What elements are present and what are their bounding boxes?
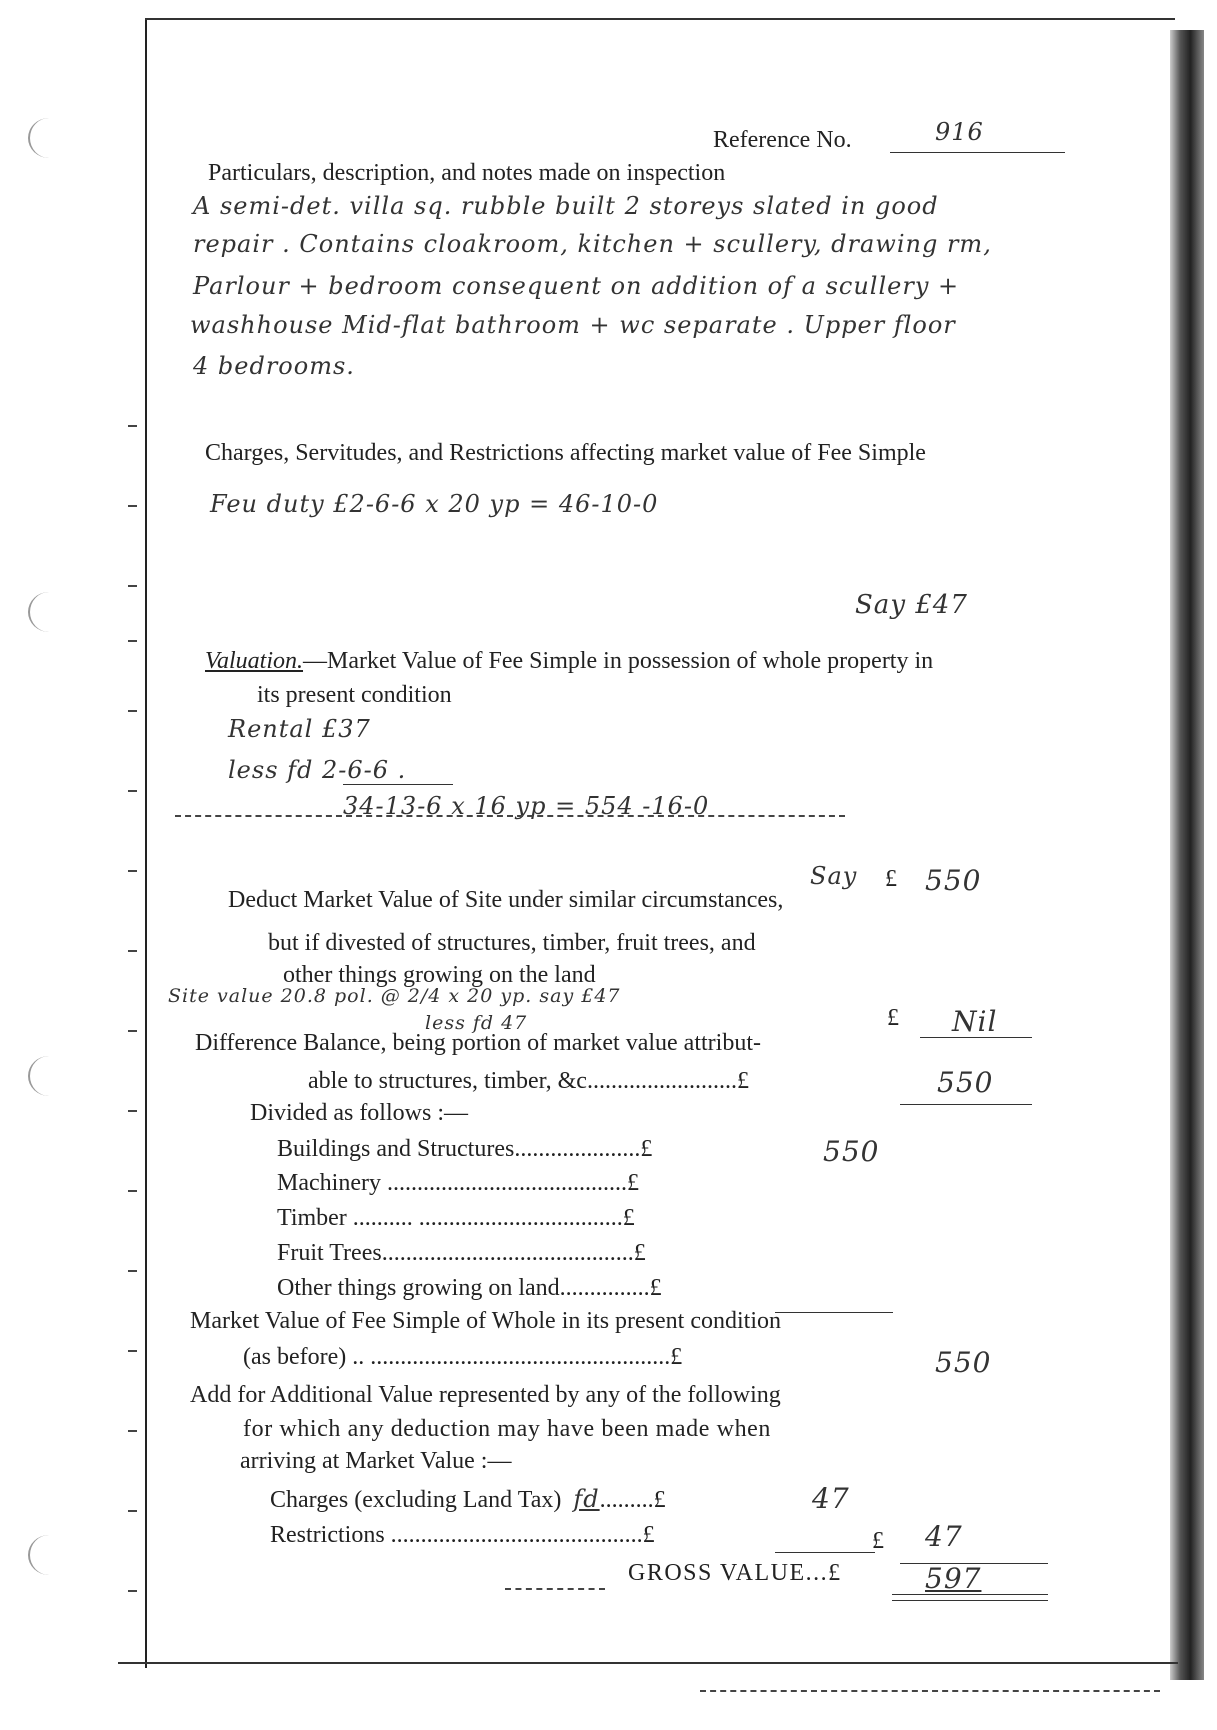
particulars-heading: Particulars, description, and notes made on inspection: [208, 160, 726, 186]
reference-underline: [890, 152, 1065, 153]
margin-tick: [128, 1030, 137, 1032]
charges-say: Say £47: [855, 590, 968, 620]
reference-value: 916: [935, 118, 984, 146]
punch-hole: [28, 592, 70, 632]
margin-tick: [128, 1270, 137, 1272]
gross-underline-2: [892, 1600, 1048, 1601]
additional-restrictions-pound: £: [872, 1528, 884, 1554]
restrictions-underline: [775, 1552, 875, 1553]
additional-line2: for which any deduction may have been made when: [243, 1416, 772, 1442]
site-value-note: Site value 20.8 pol. @ 2/4 x 20 yp. say £47: [168, 985, 621, 1007]
margin-tick: [128, 505, 137, 507]
punch-hole: [28, 118, 70, 158]
difference-line1: Difference Balance, being portion of market value attribut-: [195, 1030, 761, 1056]
gross-label: GROSS VALUE...£: [628, 1560, 842, 1586]
margin-tick: [128, 1110, 137, 1112]
valuation-heading-lead: Valuation.: [205, 648, 304, 674]
divided-item: Fruit Trees..........................................£: [277, 1240, 646, 1266]
particulars-line: repair . Contains cloakroom, kitchen + scullery, drawing rm,: [193, 230, 992, 258]
valuation-say-label: Say: [810, 862, 858, 890]
particulars-line: Parlour + bedroom consequent on addition of a scullery +: [193, 272, 960, 300]
deduct-line3: other things growing on the land: [283, 962, 596, 988]
gross-underline-1: [892, 1594, 1048, 1595]
valuation-say-value: 550: [925, 864, 982, 897]
margin-tick: [128, 425, 137, 427]
additional-charges-value: 47: [812, 1482, 850, 1515]
difference-value: 550: [937, 1066, 994, 1099]
left-border-line: [145, 18, 147, 1668]
particulars-line: 4 bedrooms.: [193, 352, 355, 380]
divided-item: Buildings and Structures.....................£: [277, 1136, 653, 1162]
valuation-less-underline: [343, 784, 453, 785]
charges-calc: Feu duty £2-6-6 x 20 yp = 46-10-0: [210, 490, 659, 518]
margin-tick: [128, 1350, 137, 1352]
margin-tick: [128, 640, 137, 642]
divided-item: Machinery ........................................£: [277, 1170, 639, 1196]
valuation-heading-line2: its present condition: [257, 682, 452, 708]
deduct-pound: £: [887, 1005, 899, 1031]
additional-line1: Add for Additional Value represented by any of the following: [190, 1382, 781, 1408]
additional-charges-label: Charges (excluding Land Tax): [270, 1487, 562, 1513]
margin-tick: [128, 1510, 137, 1512]
valuation-dashed-rule: [175, 815, 845, 817]
gross-dashed-rule: [505, 1588, 605, 1590]
divided-item: Timber .......... ..................................£: [277, 1205, 635, 1231]
difference-value-underline: [900, 1104, 1032, 1105]
bottom-dashed-line: [700, 1690, 1160, 1692]
additional-line3: arriving at Market Value :—: [240, 1448, 512, 1474]
valuation-result: 34-13-6 x 16 yp = 554 -16-0: [343, 792, 710, 820]
charges-heading: Charges, Servitudes, and Restrictions affecting market value of Fee Simple: [205, 440, 926, 466]
deduct-value: Nil: [952, 1005, 998, 1038]
valuation-rental: Rental £37: [228, 715, 371, 743]
deduct-value-underline: [920, 1037, 1032, 1038]
market-whole-line1: Market Value of Fee Simple of Whole in its present condition: [190, 1308, 781, 1334]
additional-charges-note: fd: [573, 1485, 600, 1513]
divided-item: Other things growing on land...............£: [277, 1275, 662, 1301]
particulars-line: A semi-det. villa sq. rubble built 2 storeys slated in good: [193, 192, 939, 220]
market-whole-line2: (as before) .. ..................................................£: [243, 1344, 683, 1370]
market-whole-value: 550: [935, 1346, 992, 1379]
punch-hole: [28, 1056, 70, 1096]
margin-tick: [128, 585, 137, 587]
deduct-line1: Deduct Market Value of Site under similar circumstances,: [228, 887, 784, 913]
margin-tick: [128, 950, 137, 952]
valuation-heading: [205, 648, 933, 675]
difference-line2: able to structures, timber, &c.........................£: [308, 1068, 749, 1094]
particulars-line: washhouse Mid-flat bathroom + wc separate . Upper floor: [190, 311, 956, 339]
right-edge-shadow: [1170, 30, 1204, 1680]
divided-heading: Divided as follows :—: [250, 1100, 468, 1126]
margin-tick: [128, 1190, 137, 1192]
margin-tick: [128, 1430, 137, 1432]
margin-tick: [128, 1590, 137, 1592]
top-border-line: [145, 18, 1175, 20]
valuation-say-pound: £: [885, 866, 897, 892]
deduct-line2: but if divested of structures, timber, fruit trees, and: [268, 930, 756, 956]
valuation-less: less fd 2-6-6 .: [228, 756, 407, 784]
margin-tick: [128, 870, 137, 872]
divided-item-value: 550: [823, 1135, 880, 1168]
margin-tick: [128, 790, 137, 792]
additional-charges-dots: .........£: [599, 1487, 666, 1513]
reference-label: Reference No.: [713, 127, 852, 153]
bottom-border-line: [118, 1662, 1178, 1664]
site-value-note2: less fd 47: [425, 1012, 528, 1034]
valuation-heading-rest: —Market Value of Fee Simple in possession of whole property in: [303, 648, 934, 674]
divided-total-underline: [775, 1312, 893, 1313]
additional-restrictions-value: 47: [925, 1520, 963, 1553]
punch-hole: [28, 1535, 70, 1575]
margin-tick: [128, 710, 137, 712]
additional-charges: [270, 1485, 666, 1514]
gross-value: 597: [925, 1562, 982, 1595]
additional-restrictions: Restrictions ..........................................£: [270, 1522, 655, 1548]
